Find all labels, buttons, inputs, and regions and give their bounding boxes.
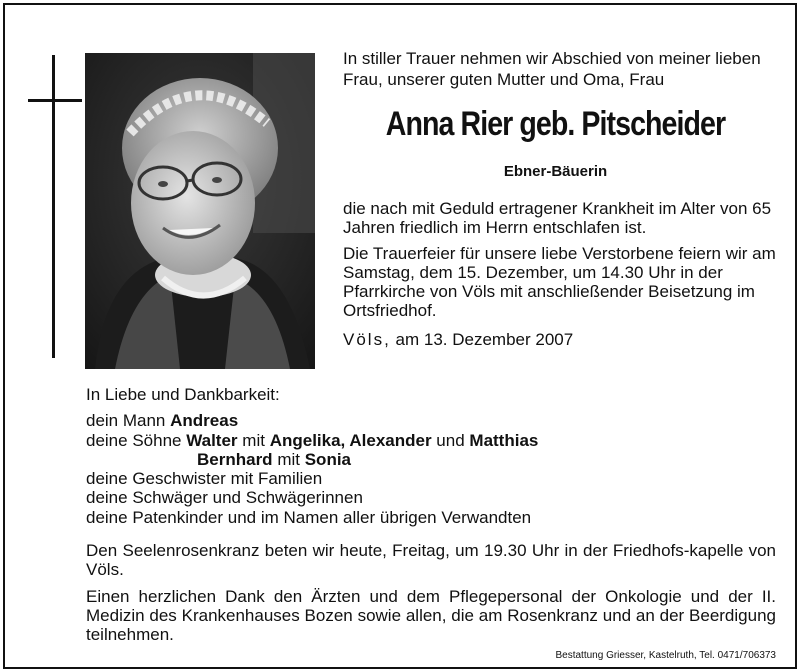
family-list — [86, 385, 736, 527]
family-son-bernhard: Bernhard mit Sonia — [197, 449, 352, 469]
death-text: die nach mit Geduld ertragener Krankheit im Alter von 65 Jahren friedlich im Herrn entschlafen ist. — [343, 199, 772, 237]
funeral-text: Die Trauerfeier für unsere liebe Verstorbene feiern wir am Samstag, dem 15. Dezember, um 14.30 Uhr in der Pfarrkirche von Völs mit anschließender Beisetzung im Ortsfriedhof. — [343, 244, 776, 320]
intro-text: In stiller Trauer nehmen wir Abschied von meiner lieben Frau, unserer guten Mutter und Oma, Frau — [343, 49, 761, 89]
date-place: Völs, — [343, 330, 391, 349]
undertaker-credit: Bestattung Griesser, Kastelruth, Tel. 0471/706373 — [555, 650, 776, 661]
thanks-text: Einen herzlichen Dank den Ärzten und dem Pflegepersonal der Onkologie und der II. Medizin des Krankenhauses Bozen sowie allen, die am Rosenkranz und an der Beerdigung teilnehmen. — [86, 587, 776, 644]
family-siblings: deine Geschwister mit Familien — [86, 469, 323, 489]
family-husband: dein Mann Andreas — [86, 411, 239, 431]
family-inlaws: deine Schwäger und Schwägerinnen — [86, 488, 363, 508]
deceased-nickname: Ebner-Bäuerin — [503, 163, 608, 180]
family-sons: deine Söhne Walter mit Angelika, Alexander und Matthias — [86, 430, 539, 450]
family-godchildren: deine Patenkinder und im Namen aller übrigen Verwandten — [86, 507, 532, 527]
portrait-photo — [85, 53, 315, 369]
date-line — [343, 330, 783, 350]
cross-icon-bar — [28, 99, 82, 102]
family-heading: In Liebe und Dankbarkeit: — [86, 385, 280, 404]
deceased-name: Anna Rier geb. Pitscheider — [385, 105, 726, 143]
date-text: am 13. Dezember 2007 — [395, 330, 574, 349]
rosary-text: Den Seelenrosenkranz beten wir heute, Freitag, um 19.30 Uhr in der Friedhofs-kapelle von Völs. — [86, 541, 776, 579]
